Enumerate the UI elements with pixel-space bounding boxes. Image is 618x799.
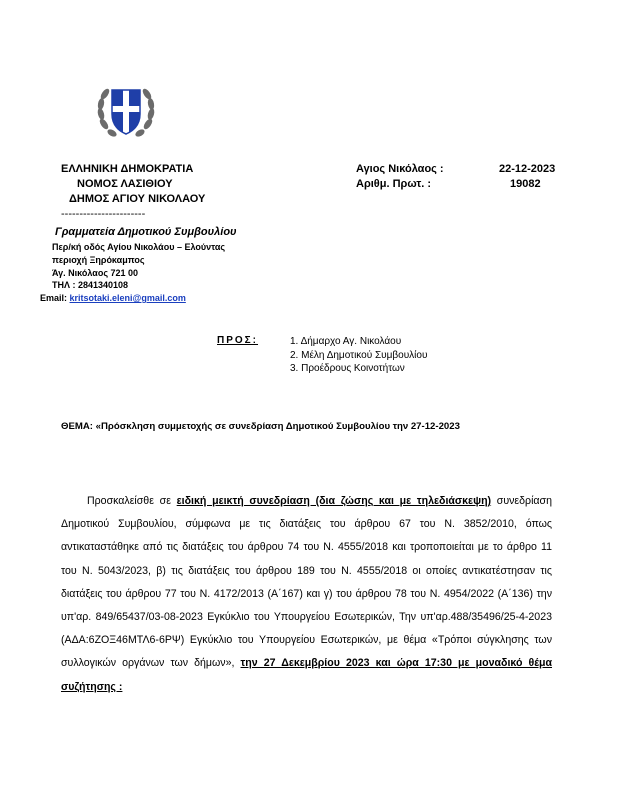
invitation-body xyxy=(61,490,552,699)
prefecture-name: ΝΟΜΟΣ ΛΑΣΙΘΙΟΥ xyxy=(77,178,173,190)
recipients-label: ΠΡΟΣ: xyxy=(217,335,259,346)
email-label: Email: xyxy=(40,293,68,303)
greek-coat-of-arms-icon xyxy=(96,80,156,142)
secretariat-title: Γραμματεία Δημοτικού Συμβουλίου xyxy=(55,226,237,238)
session-type: ειδική μεικτή συνεδρίαση (δια ζώσης και με τηλεδιάσκεψη) xyxy=(176,495,492,507)
address-line-1: Περ/κή οδός Αγίου Νικολάου – Ελούντας xyxy=(52,242,226,252)
country-name: ΕΛΛΗΝΙΚΗ ΔΗΜΟΚΡΑΤΙΑ xyxy=(61,163,194,175)
body-main: συνεδρίαση Δημοτικού Συμβουλίου, σύμφωνα με τις διατάξεις του άρθρου 67 του Ν. 3852/2010, όπως αντικαταστάθηκε από τις διατάξεις του άρθρου 74 του Ν. 4555/2018 και τροποποιείται με το άρθρο 11 του Ν. 5043/2023, β) τις διατάξεις του άρθρου 189 του Ν. 4555/2018 οι οποίες αντικατέστησαν τις διατάξεις του άρθρου 77 του Ν. 4172/2013 (Α΄167) και γ) του άρθρου 78 του Ν. 4954/2022 (Α΄136) την υπ'αρ. 849/65437/03-08-2023 Εγκύκλιο του Υπουργείου Εσωτερικών, Την υπ'αρ.488/35496/25-4-2023 (ΑΔΑ:6ΖΟΞ46ΜΤΛ6-6ΡΨ) Εγκύκλιο του Υπουργείου Εσωτερικών, με θέμα «Τρόποι σύγκλησης των συλλογικών οργάνων των δήμων», xyxy=(61,495,552,670)
email-row xyxy=(40,292,186,305)
subject-line: ΘΕΜΑ: «Πρόσκληση συμμετοχής σε συνεδρίαση Δημοτικού Συμβουλίου την 27-12-2023 xyxy=(61,421,460,432)
protocol-number: 19082 xyxy=(510,178,541,190)
session-datetime: την 27 Δεκεμβρίου 2023 και ώρα 17:30 με μοναδικό θέμα συζήτησης : xyxy=(61,657,553,693)
recipient-item: 2. Μέλη Δημοτικού Συμβουλίου xyxy=(290,349,428,361)
document-date: 22-12-2023 xyxy=(499,163,556,175)
recipient-item: 3. Προέδρους Κοινοτήτων xyxy=(290,363,405,374)
body-intro: Προσκαλείσθε σε xyxy=(87,495,177,507)
place-label: Αγιος Νικόλαος : xyxy=(356,163,444,175)
protocol-label: Αριθμ. Πρωτ. : xyxy=(356,178,432,190)
header-divider: ----------------------- xyxy=(61,208,146,220)
address-line-3: Άγ. Νικόλαος 721 00 xyxy=(52,268,139,278)
phone-number: ΤΗΛ : 2841340108 xyxy=(52,280,129,290)
recipient-item: 1. Δήμαρχο Αγ. Νικολάου xyxy=(290,336,402,347)
email-link[interactable]: kritsotaki.eleni@gmail.com xyxy=(69,293,186,303)
municipality-name: ΔΗΜΟΣ ΑΓΙΟΥ ΝΙΚΟΛΑΟΥ xyxy=(69,193,206,205)
address-line-2: περιοχή Ξηρόκαμπος xyxy=(52,255,145,265)
